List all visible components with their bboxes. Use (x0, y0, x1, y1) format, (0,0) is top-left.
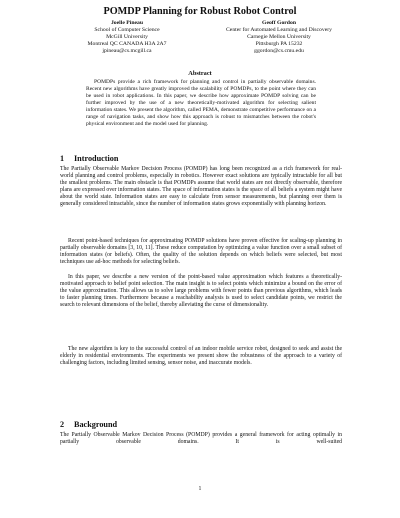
author-affiliation: School of Computer Science (94, 27, 160, 34)
author-name: Joelle Pineau (110, 20, 144, 26)
author-email: jpineau@cs.mcgill.ca (102, 48, 152, 55)
intro-paragraph-1: The Partially Observable Markov Decision Process (POMDP) has long been recognized as a rich framework for real-world planning and control problems, especially in robotics. However exact solutions are typically intractable for all but the smallest problems. The main obstacle is that POMDPs assume that world states are not directly observable, therefore plans are expressed over information states. The space of information states is the space of all beliefs a system might have about the world state. Information states are easy to calculate from sensor measurements, but planning over them is generally considered intractable, since the number of information states grows exponentially with planning horizon. (60, 166, 342, 208)
author-name: Geoff Gordon (262, 20, 296, 26)
intro-paragraph-2: Recent point-based techniques for approximating POMDP solutions have proven effective for scaling-up planning in partially observable domains [3, 10, 11]. These reduce computation by optimizing a value function over a small subset of information states (or beliefs). Often, the quality of the solution depends on which beliefs were selected, but most techniques use ad-hoc methods for selecting beliefs. (60, 238, 342, 266)
section-number: 1 (60, 154, 65, 163)
section-title: Introduction (74, 154, 119, 163)
author-address: Montreal QC CANADA H3A 2A7 (87, 41, 167, 48)
intro-paragraph-4: The new algorithm is key to the successful control of an indoor mobile service robot, designed to seek and assist the elderly in residential environments. The experiments we present show the robustness of the approach to a variety of challenging factors, including limited sensing, sensor noise, and inaccurate models. (60, 346, 342, 367)
author-address: Pittsburgh PA 15232 (255, 41, 303, 48)
section-heading-introduction (60, 154, 118, 163)
paper-title: POMDP Planning for Robust Robot Control (103, 6, 297, 17)
intro-paragraph-3: In this paper, we describe a new version of the point-based value approximation which features a theoretically-motivated approach to belief point selection. The main insight is to select points which minimize a bound on the error of the value approximation. This allows us to solve large problems with fewer points than previous algorithms, which leads to faster planning times. Furthermore because a reachability analysis is used to select candidate points, we restrict the search to relevant dimensions of the belief, thereby alleviating the curse of dimensionality. (60, 274, 342, 309)
author-institution: Carnegie Mellon University (247, 34, 311, 41)
page-number: 1 (198, 486, 202, 492)
author-block-gordon (204, 20, 354, 55)
author-block-pineau (62, 20, 192, 55)
background-paragraph-1: The Partially Observable Markov Decision Process (POMDP) provides a general framework for acting optimally in partially observable domains. It is well-suited (60, 432, 342, 446)
abstract-text: POMDPs provide a rich framework for planning and control in partially observable domains. Recent new algorithms have greatly improved the scalability of POMDPs, to the point where they can be used in robot applications. In this paper, we describe how approximate POMDP solving can be further improved by the use of a new theoretically-motivated algorithm for selecting salient information states. We present the algorithm, called PEMA, demonstrate competitive performance on a range of navigation tasks, and show how this approach is robust to mismatches between the robot's physical environment and the model used for planning. (86, 79, 316, 128)
section-title: Background (74, 420, 118, 429)
author-email: ggordon@cs.cmu.edu (254, 48, 304, 55)
abstract-heading: Abstract (188, 70, 212, 77)
author-affiliation: Center for Automated Learning and Discovery (226, 27, 332, 34)
section-number: 2 (60, 420, 65, 429)
author-institution: McGill University (106, 34, 148, 41)
section-heading-background (60, 420, 117, 429)
